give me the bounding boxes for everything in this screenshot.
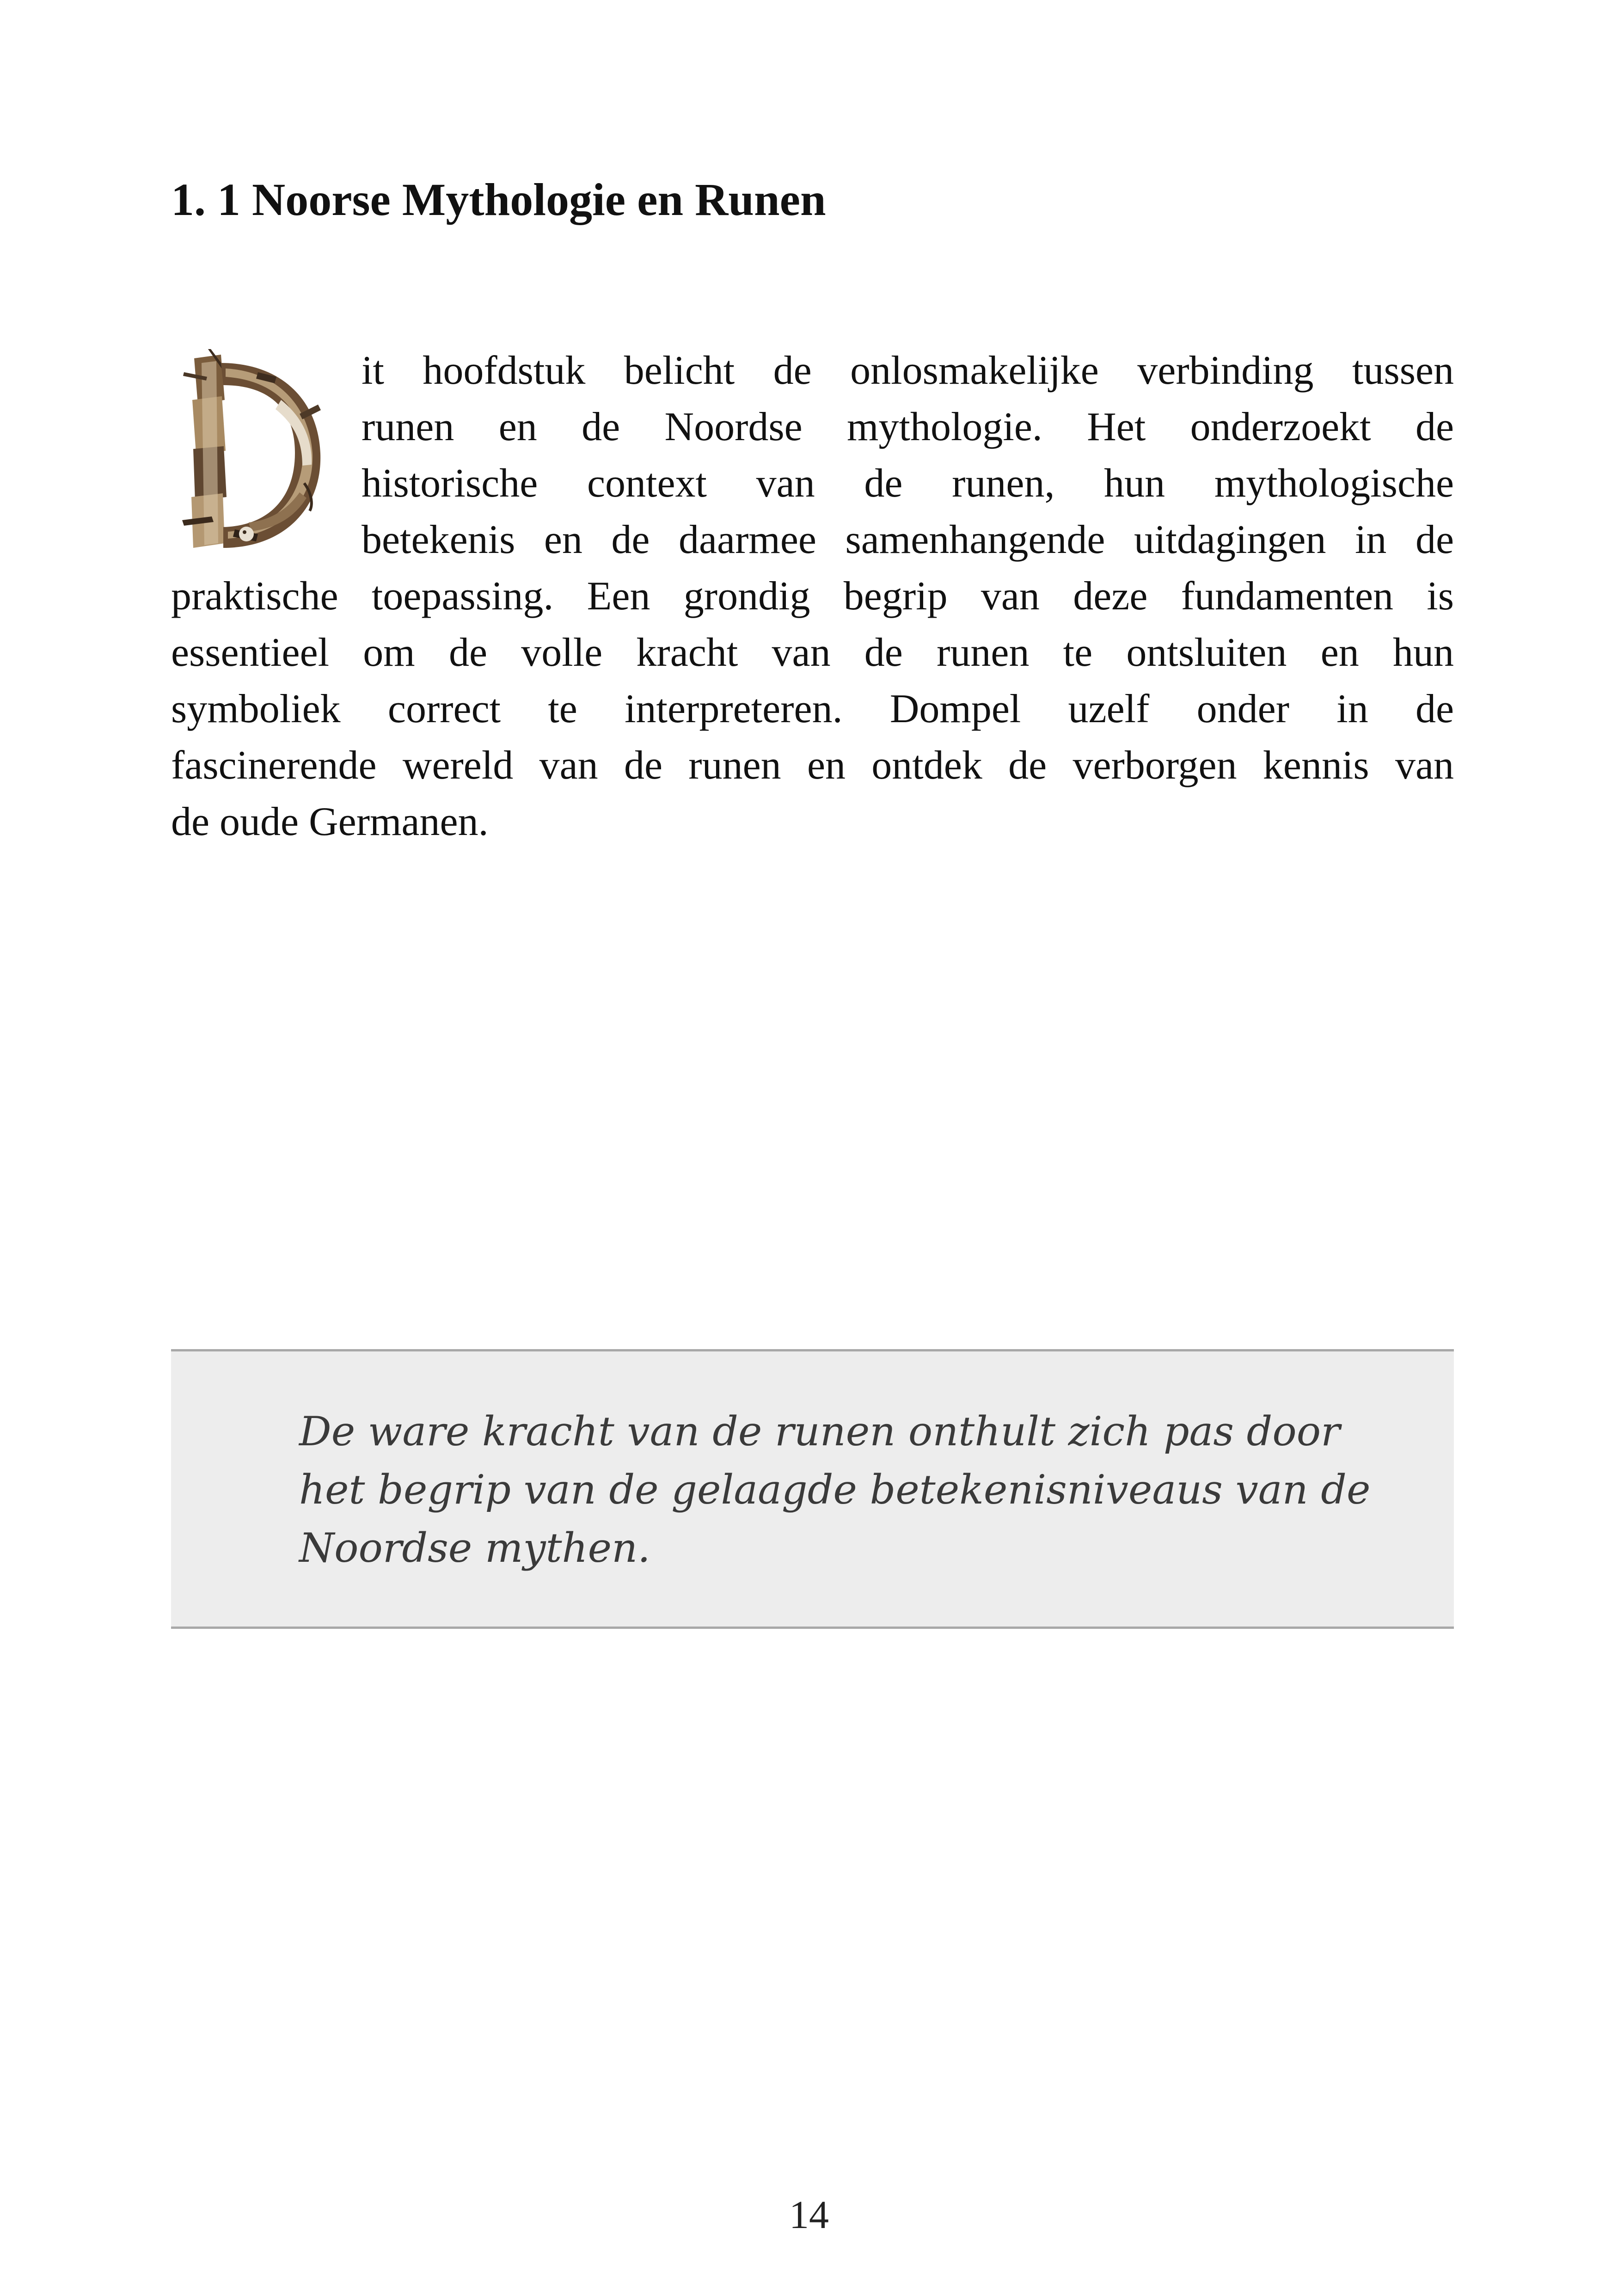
pull-quote-box bbox=[171, 1349, 1454, 1629]
section-heading: 1. 1 Noorse Mythologie en Runen bbox=[171, 174, 826, 225]
drop-cap-letter bbox=[165, 344, 166, 345]
quote-line: De ware kracht van de runen onthult zich pas door bbox=[299, 1408, 1340, 1455]
paragraph-line: essentieel om de volle kracht van de runen te ontsluiten en hun bbox=[171, 630, 1454, 675]
paragraph-line: it hoofdstuk belicht de onlosmakelijke verbinding tussen bbox=[362, 348, 1454, 393]
page-number: 14 bbox=[789, 2192, 829, 2237]
quote-line: het begrip van de gelaagde betekenisniveaus van de bbox=[299, 1466, 1371, 1513]
quote-line: Noordse mythen. bbox=[299, 1524, 650, 1572]
paragraph-line: praktische toepassing. Een grondig begrip van deze fundamenten is bbox=[171, 574, 1454, 619]
paragraph-line: betekenis en de daarmee samenhangende uitdagingen in de bbox=[362, 517, 1454, 562]
paragraph-line: runen en de Noordse mythologie. Het onderzoekt de bbox=[362, 405, 1454, 449]
intro-paragraph bbox=[171, 348, 1454, 855]
paragraph-line: de oude Germanen. bbox=[171, 799, 489, 844]
paragraph-line: fascinerende wereld van de runen en ontdek de verborgen kennis van bbox=[171, 743, 1454, 788]
paragraph-line: symboliek correct te interpreteren. Dompel uzelf onder in de bbox=[171, 687, 1454, 731]
paragraph-line: historische context van de runen, hun mythologische bbox=[362, 461, 1454, 506]
pull-quote bbox=[299, 1406, 1371, 1581]
